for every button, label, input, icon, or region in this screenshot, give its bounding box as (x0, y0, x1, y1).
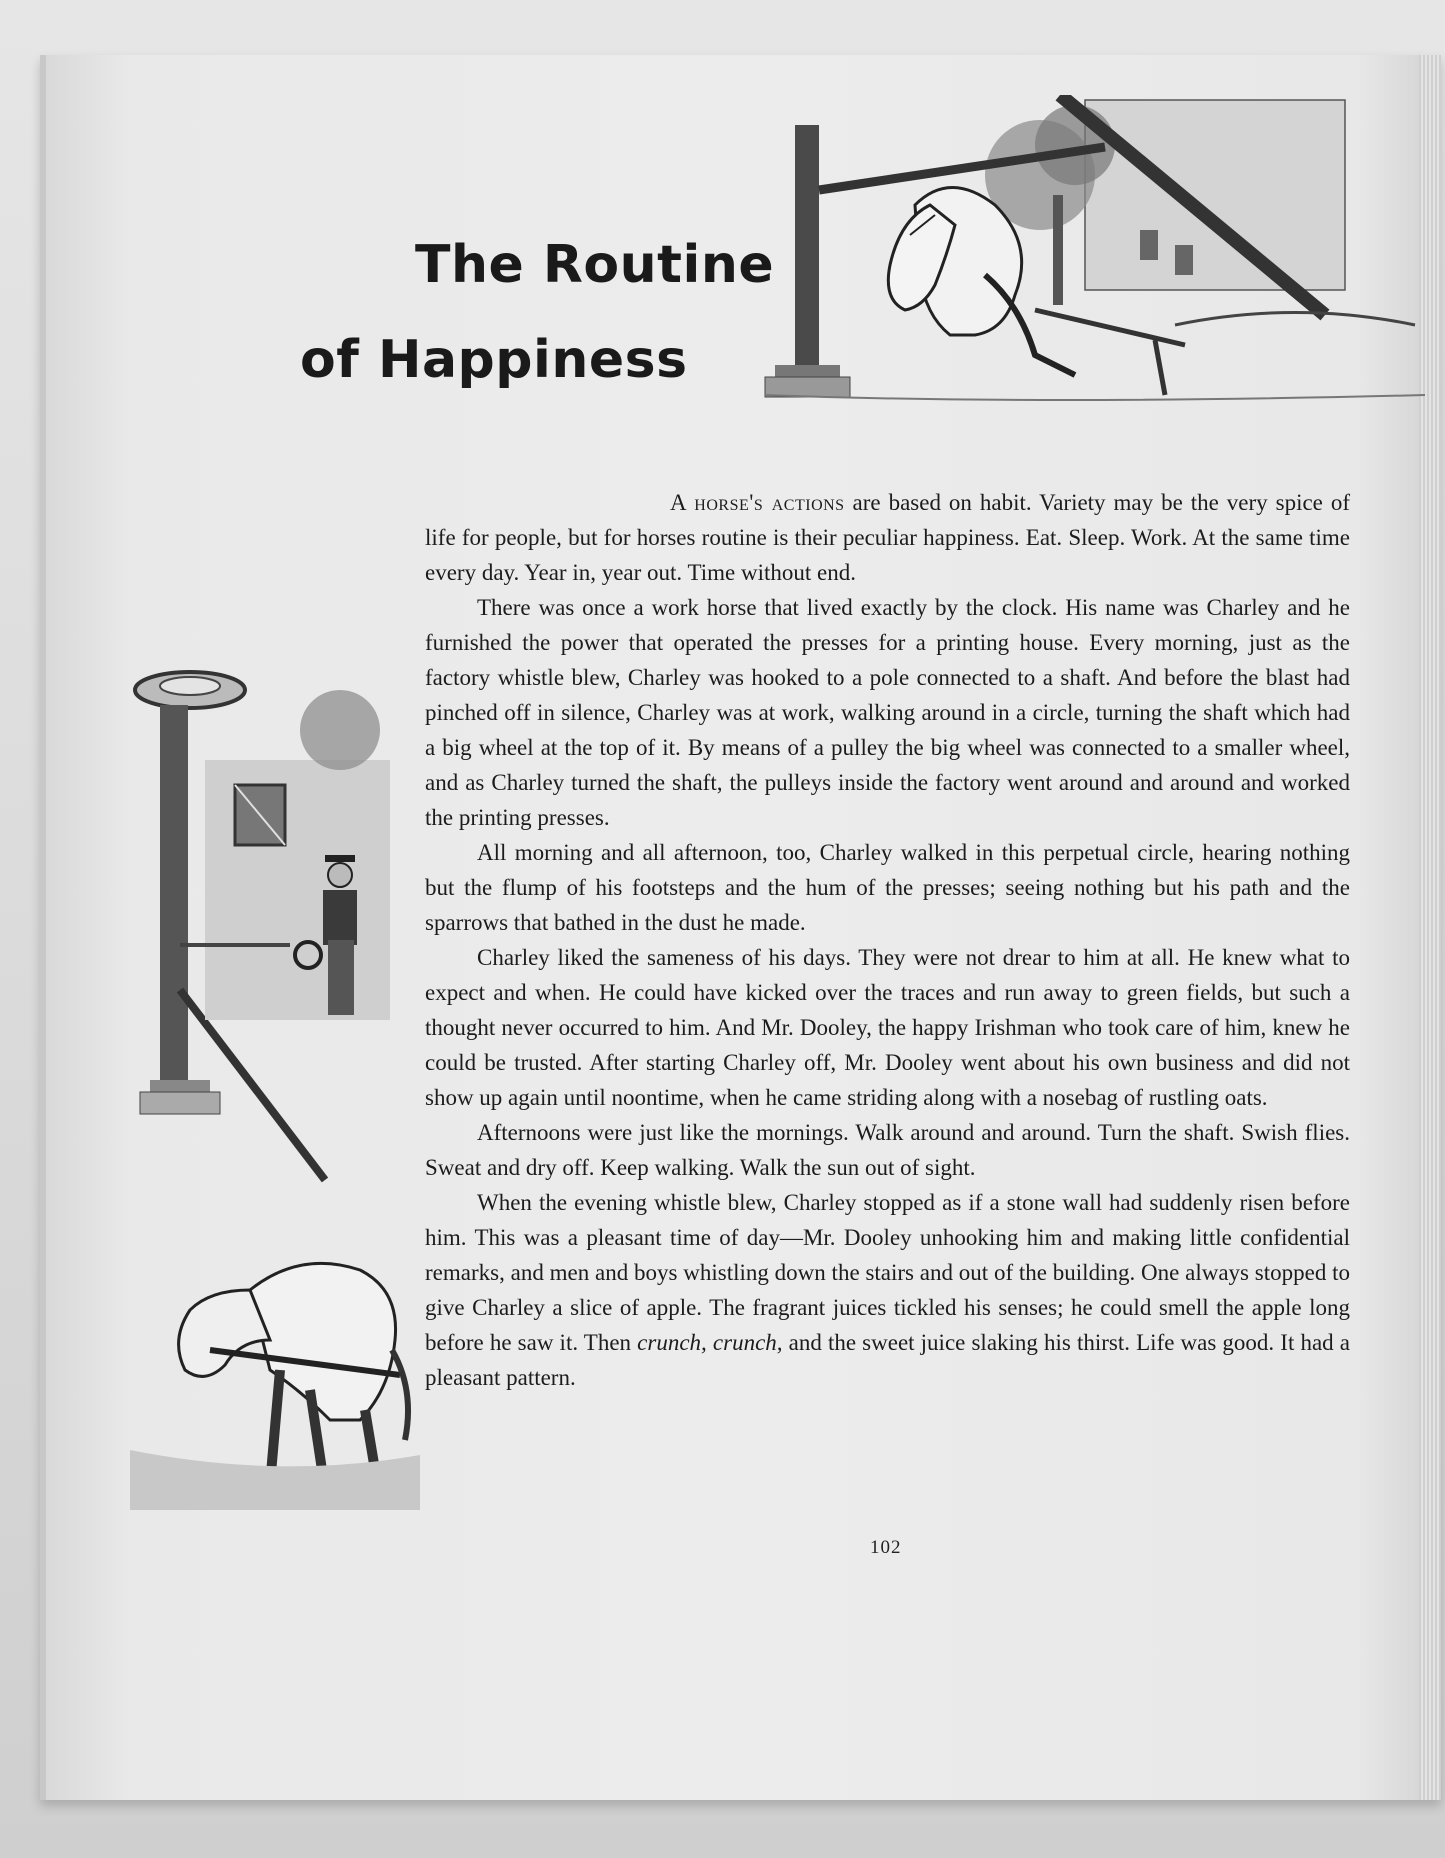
paragraph-2: There was once a work horse that lived exactly by the clock. His name was Charley and he furnished the power that operated the presses for a printing house. Every morning, just as the factory whistle blew, Charley was hooked to a pole connected to a shaft. And before the blast had pinched off in silence, Charley was at work, walking around in a circle, turning the shaft which had a big wheel at the top of it. By means of a pulley the big wheel was connected to a smaller wheel, and as Charley turned the shaft, the pulleys inside the factory went around and around and worked the printing presses. (425, 595, 1350, 830)
article-body (425, 485, 1350, 1395)
title-line-1: The Routine (415, 235, 775, 295)
page-number: 102 (870, 1537, 902, 1558)
paragraph-6 (425, 1185, 1350, 1395)
paragraph-6-part-a: When the evening whistle blew, Charley stopped as if a stone wall had suddenly risen before him. This was a pleasant time of day—Mr. Dooley unhooking him and making little confidential remarks, and men and boys whistling down the stairs and out of the building. One always stopped to give Charley a slice of apple. The fragrant juices tickled his senses; he could smell the apple long before he saw it. Then (425, 1190, 1350, 1355)
title-line-2: of Happiness (300, 330, 688, 390)
paragraph-6-part-b: and the sweet juice slaking his thirst. Life was good. It had a pleasant pattern. (425, 1330, 1350, 1390)
paragraph-6-italic: crunch, crunch, (637, 1330, 783, 1355)
man-and-horse-illustration (130, 650, 420, 1550)
paragraph-3: All morning and all afternoon, too, Charley walked in this perpetual circle, hearing nothing but the flump of his footsteps and the hum of the presses; seeing nothing but his path and the sparrows that bathed in the dust he made. (425, 840, 1350, 935)
paragraph-4: Charley liked the sameness of his days. They were not drear to him at all. He knew what to expect and when. He could have kicked over the traces and run away to green fields, but such a thought never occurred to him. And Mr. Dooley, the happy Irishman who took care of him, knew he could be trusted. After starting Charley off, Mr. Dooley went about his own business and did not show up again until noontime, when he came striding along with a nosebag of rustling oats. (425, 945, 1350, 1110)
lead-in-smallcaps: A horse's actions (670, 490, 845, 515)
paragraph-1 (425, 485, 1350, 590)
horse-at-pole-illustration (735, 95, 1425, 415)
paragraph-1-rest: are based on habit. Variety may be the very spice of life for people, but for horses routine is their peculiar happiness. Eat. Sleep. Work. At the same time every day. Year in, year out. Time without end. (425, 490, 1350, 585)
paragraph-5: Afternoons were just like the mornings. Walk around and around. Turn the shaft. Swish flies. Sweat and dry off. Keep walking. Walk the sun out of sight. (425, 1120, 1350, 1180)
